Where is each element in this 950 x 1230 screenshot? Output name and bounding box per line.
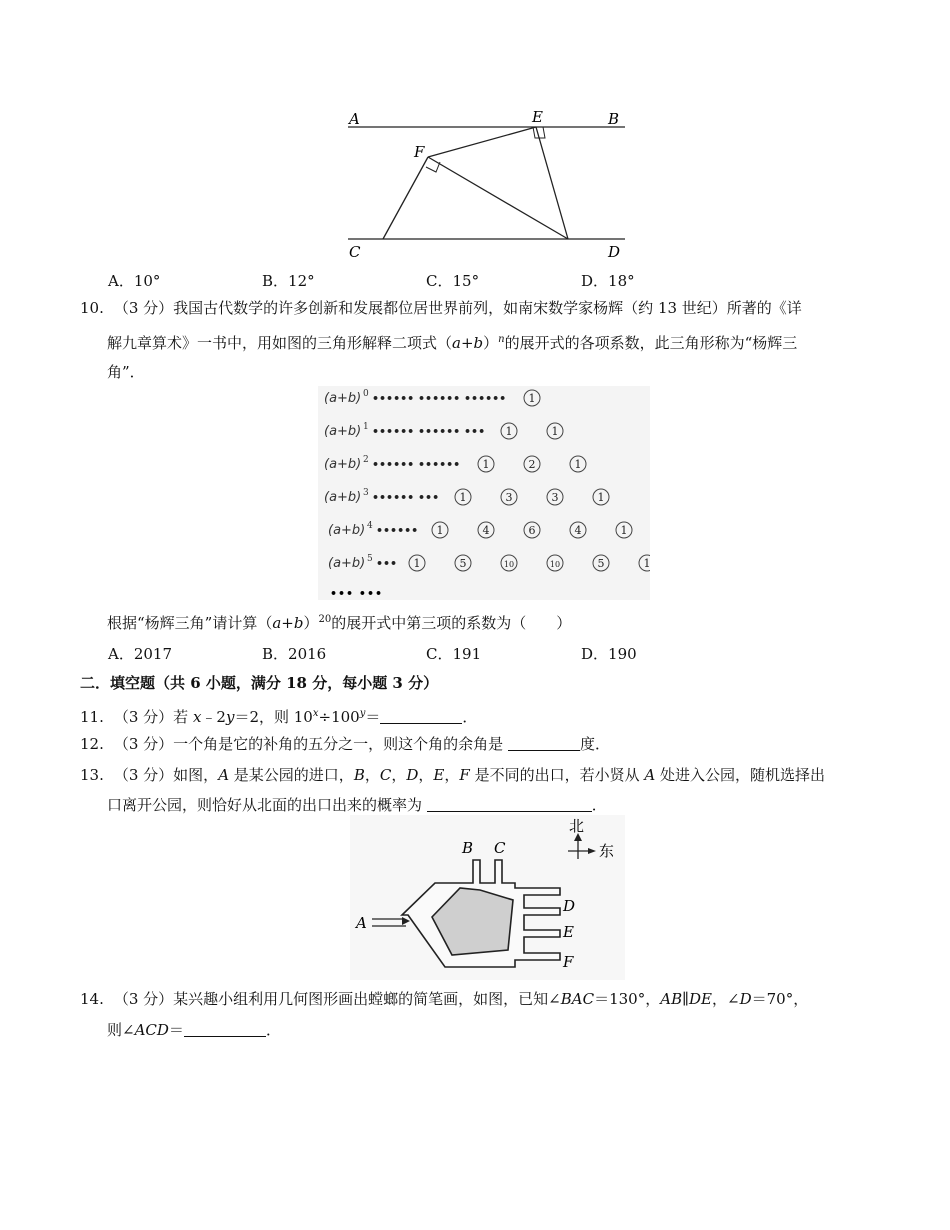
q10-line-3: 角”．: [107, 363, 145, 381]
yanghui-coef: 1: [459, 491, 467, 504]
q9-option-c: C．15°: [426, 272, 480, 290]
q10-score: （3 分）: [113, 299, 174, 317]
yanghui-coef: 6: [528, 524, 536, 537]
yanghui-row-label: (a+b): [324, 424, 362, 439]
yanghui-coef: 2: [528, 458, 536, 471]
yanghui-coef: 5: [597, 557, 605, 570]
q9-label-c: C: [349, 243, 361, 261]
q11: 11. （3 分）若 x﹣2y＝2，则 $10^x\div 100^y=$ ．: [80, 708, 478, 726]
q14-answer-blank[interactable]: [184, 1021, 266, 1037]
yanghui-coef: 1: [505, 425, 513, 438]
q11-answer-blank[interactable]: [380, 708, 462, 724]
section-2-title: 二．填空题（共 6 小题，满分 18 分，每小题 3 分）: [80, 674, 439, 692]
yanghui-coef: 4: [482, 524, 490, 537]
q12: 12. （3 分）一个角是它的补角的五分之一，则这个角的余角是 度．: [80, 735, 610, 753]
q9-label-a: A: [349, 110, 360, 128]
q9-label-e: E: [532, 108, 543, 126]
yanghui-coef: 4: [574, 524, 582, 537]
yanghui-coef: 3: [505, 491, 513, 504]
yanghui-row-label: (a+b): [324, 490, 362, 505]
q10-ask: 根据“杨辉三角”请计算$(a+b)^{20}$的展开式中第三项的系数为（ ）: [107, 614, 572, 632]
q9-option-d: D．18°: [581, 272, 635, 290]
q9-label-b: B: [608, 110, 620, 128]
q10-option-b: B．2016: [262, 645, 327, 663]
q13-line-1: 13. （3 分）如图，A 是某公园的进口，B，C，D，E，F 是不同的出口，若小贤从 A 处进入公园，随机选择出: [80, 766, 825, 784]
q9-option-b: B．12°: [262, 272, 315, 290]
q9-figure: [340, 105, 640, 265]
yanghui-triangle: [318, 386, 650, 600]
q10-option-a: A．2017: [108, 645, 173, 663]
yanghui-coef: 1: [574, 458, 582, 471]
yanghui-coef: 1: [528, 392, 536, 405]
yanghui-coef: 1: [643, 557, 650, 570]
q14-line-1: 14. （3 分）某兴趣小组利用几何图形画出螳螂的简笔画，如图，已知∠BAC＝130°，AB∥DE，∠D＝70°，: [80, 990, 809, 1008]
q10-option-c: C．191: [426, 645, 482, 663]
yanghui-row-label: (a+b): [324, 391, 362, 406]
q13-park-figure: [350, 815, 625, 980]
yanghui-coef: 1: [551, 425, 559, 438]
yanghui-coef: 1: [482, 458, 490, 471]
yanghui-row-power: 2: [363, 455, 369, 465]
q9-label-f: F: [414, 143, 425, 161]
q9-option-a: A．10°: [108, 272, 161, 290]
park-label-e: E: [563, 923, 574, 941]
q10-option-d: D．190: [581, 645, 637, 663]
q13-line-2: 口离开公园，则恰好从北面的出口出来的概率为 ．: [107, 796, 607, 814]
yanghui-row-dots: •••••• ••••••: [372, 458, 461, 471]
q10-line-2: 解九章算术》一书中，用如图的三角形解释二项式$(a+b)^n$的展开式的各项系数，此三角形称为“杨辉三: [107, 334, 798, 352]
yanghui-row-power: 1: [363, 422, 369, 432]
yanghui-row-dots: ••••••: [376, 524, 419, 537]
yanghui-row-power: 0: [363, 389, 369, 399]
yanghui-row-power: 5: [367, 554, 373, 564]
park-label-c: C: [494, 839, 506, 857]
q13-answer-blank[interactable]: [427, 796, 592, 812]
compass-east: 东: [599, 842, 615, 860]
yanghui-coef: 10: [549, 560, 561, 569]
yanghui-row-dots: •••: [376, 557, 398, 570]
yanghui-coef: 1: [413, 557, 421, 570]
q10-number: 10.: [80, 299, 104, 317]
yanghui-row-label: (a+b): [328, 556, 366, 571]
park-label-f: F: [563, 953, 574, 971]
yanghui-row-dots: •••••• •••••• •••: [372, 425, 486, 438]
q10-line-1: 10. （3 分）我国古代数学的许多创新和发展都位居世界前列，如南宋数学家杨辉（约 13 世纪）所著的《详: [80, 299, 802, 317]
q12-answer-blank[interactable]: [508, 735, 580, 751]
yanghui-row-dots: •••••• •••: [372, 491, 440, 504]
park-label-d: D: [563, 897, 576, 915]
yanghui-coef: 3: [551, 491, 559, 504]
yanghui-coef: 10: [503, 560, 515, 569]
yanghui-row-power: 3: [363, 488, 369, 498]
yanghui-row-dots: •••••• •••••• ••••••: [372, 392, 507, 405]
q14-line-2: 则∠ACD＝ ．: [107, 1021, 281, 1039]
park-label-b: B: [462, 839, 474, 857]
yanghui-coef: 5: [459, 557, 467, 570]
yanghui-coef: 1: [620, 524, 628, 537]
yanghui-tail-dots: ••• •••: [330, 587, 384, 600]
yanghui-row-label: (a+b): [328, 523, 366, 538]
yanghui-row-label: (a+b): [324, 457, 362, 472]
q9-label-d: D: [608, 243, 621, 261]
park-label-a: A: [356, 914, 367, 932]
yanghui-row-power: 4: [367, 521, 373, 531]
compass-north: 北: [569, 817, 585, 835]
yanghui-coef: 1: [436, 524, 444, 537]
yanghui-coef: 1: [597, 491, 605, 504]
